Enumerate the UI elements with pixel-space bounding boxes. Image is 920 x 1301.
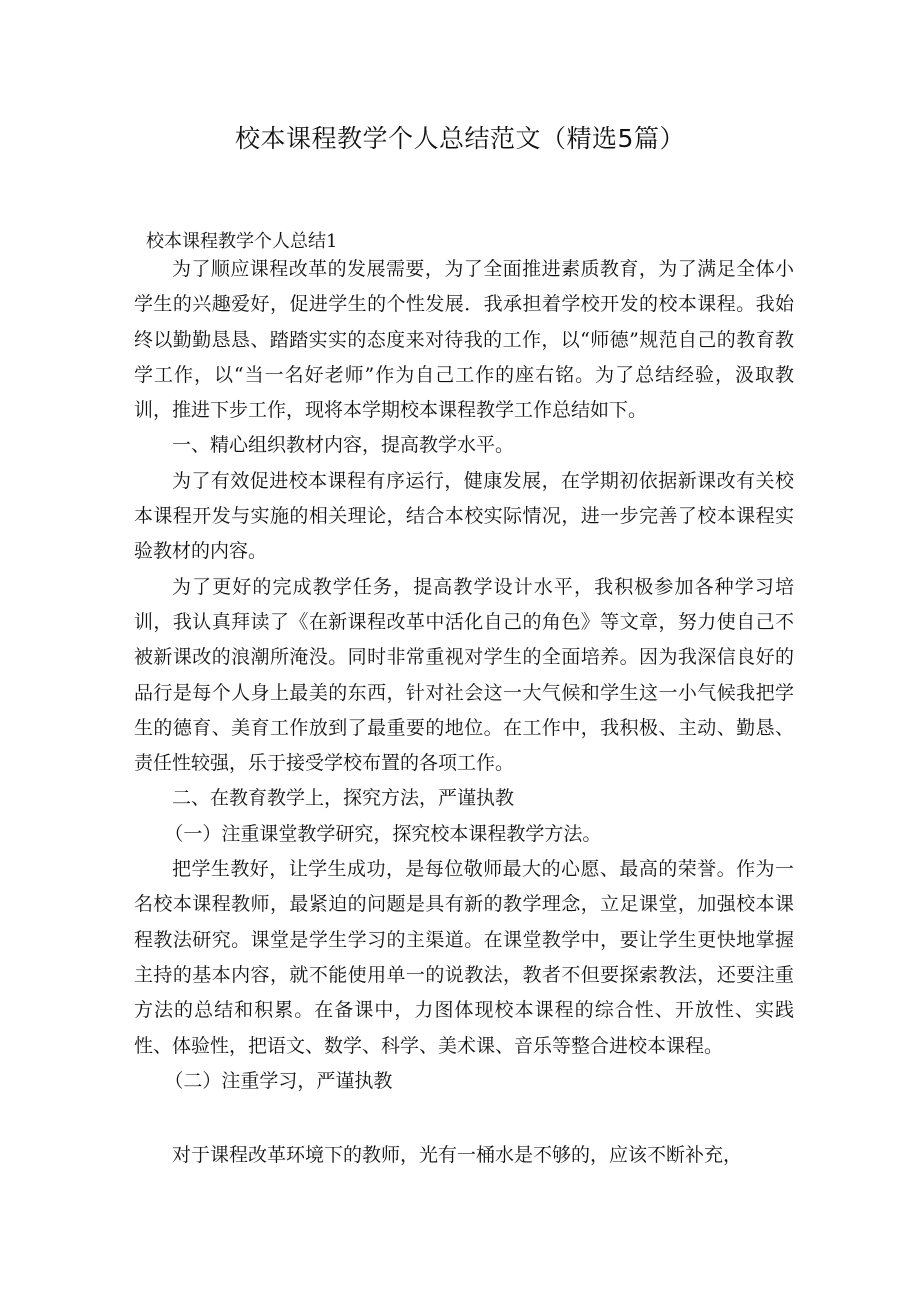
paragraph-classroom: 把学生教好，让学生成功，是每位敬师最大的心愿、最高的荣誉。作为一名校本课程教师，最紧迫的问题是具有新的教学理念，立足课堂，加强校本课程教法研究。课堂是学生学习的主渠道。在课堂教学中，要让学生更快地掌握主持的基本内容，就不能使用单一的说教法，教者不但要探索教法，还要注重方法的总结和积累。在备课中，力图体现校本课程的综合性、开放性、实践性、体验性，把语文、数学、科学、美术课、音乐等整合进校本课程。 [134, 858, 794, 1057]
heading-section-1: 一、精心组织教材内容，提高教学水平。 [172, 434, 515, 457]
paragraph-continued: 对于课程改革环境下的教师，光有一桶水是不够的，应该不断补充， [172, 1144, 743, 1166]
document-body [134, 252, 794, 1099]
heading-section-2: 二、在教育教学上，探究方法，严谨执教 [172, 787, 515, 810]
paragraph-training: 为了更好的完成教学任务，提高教学设计水平，我积极参加各种学习培训，我认真拜读了《在新课程改革中活化自己的角色》等文章，努力使自己不被新课改的浪潮所淹没。同时非常重视对学生的全面培养。因为我深信良好的品行是每个人身上最美的东西，针对社会这一大气候和学生这一小气候我把学生的德育、美育工作放到了最重要的地位。在工作中，我积极、主动、勤恳、责任性较强，乐于接受学校布置的各项工作。 [134, 575, 794, 775]
paragraph-materials: 为了有效促进校本课程有序运行，健康发展，在学期初依据新课改有关校本课程开发与实施的相关理论，结合本校实际情况，进一步完善了校本课程实验教材的内容。 [134, 469, 794, 563]
paragraph-intro: 为了顺应课程改革的发展需要，为了全面推进素质教育，为了满足全体小学生的兴趣爱好，促进学生的个性发展．我承担着学校开发的校本课程。我始终以勤勤恳恳、踏踏实实的态度来对待我的工作，以“师德”规范自己的教育教学工作，以“当一名好老师”作为自己工作的座右铭。为了总结经验，汲取教训，推进下步工作，现将本学期校本课程教学工作总结如下。 [134, 258, 794, 422]
document-title: 校本课程教学个人总结范文（精选5篇） [235, 124, 685, 153]
subheading-2-1: （一）注重课堂教学研究，探究校本课程教学方法。 [164, 822, 602, 845]
section-subtitle: 校本课程教学个人总结1 [146, 231, 338, 252]
subheading-2-2: （二）注重学习，严谨执教 [164, 1069, 393, 1092]
